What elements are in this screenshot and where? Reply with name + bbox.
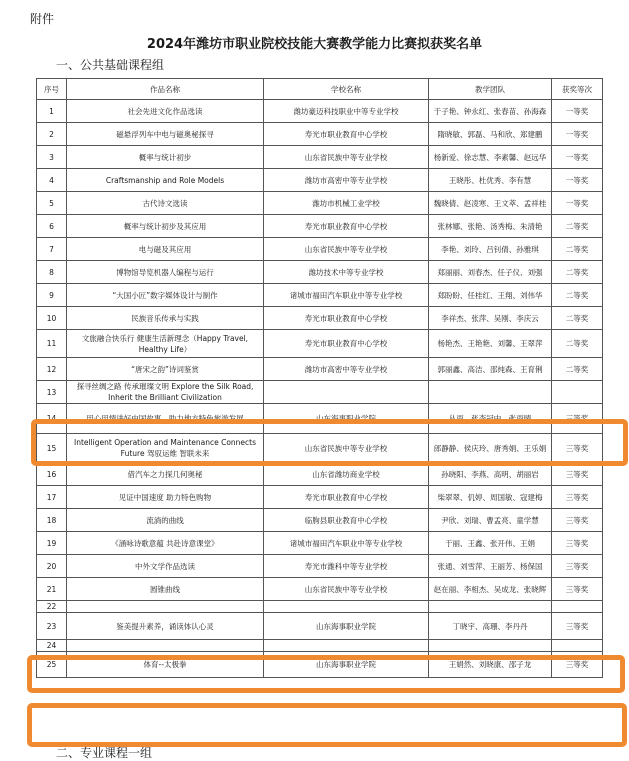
award-table: [36, 78, 603, 678]
table-row: [37, 613, 603, 640]
header-team: 教学团队: [429, 79, 552, 100]
cell-award: 三等奖: [552, 486, 603, 509]
cell-school: 山东省民族中等专业学校: [264, 434, 429, 463]
cell-no: 1: [37, 100, 67, 123]
header-school: 学校名称: [264, 79, 429, 100]
cell-team: 郑丽丽、刘春杰、任子仪、刘强: [429, 261, 552, 284]
cell-no: 21: [37, 578, 67, 601]
cell-no: 24: [37, 640, 67, 652]
cell-work: 电与磁及其应用: [67, 238, 264, 261]
cell-no: 3: [37, 146, 67, 169]
table-row: [37, 307, 603, 330]
cell-work: Craftsmanship and Role Models: [67, 169, 264, 192]
cell-team: 杨艳杰、王艳艳、刘馨、王翠萍: [429, 330, 552, 358]
table-row: [37, 215, 603, 238]
cell-no: 18: [37, 509, 67, 532]
cell-team: 丛雨、张李冠中、张雨晴: [429, 404, 552, 434]
cell-school: 潍坊市高密中等专业学校: [264, 358, 429, 381]
cell-school: 寿光市职业教育中心学校: [264, 123, 429, 146]
cell-no: 2: [37, 123, 67, 146]
cell-award: [552, 601, 603, 613]
cell-team: 孙晓阳、李燕、高明、胡丽岩: [429, 463, 552, 486]
cell-no: 11: [37, 330, 67, 358]
header-no: 序号: [37, 79, 67, 100]
cell-no: 22: [37, 601, 67, 613]
cell-school: 寿光市职业教育中心学校: [264, 307, 429, 330]
cell-no: 12: [37, 358, 67, 381]
cell-no: 10: [37, 307, 67, 330]
cell-no: 19: [37, 532, 67, 555]
table-row: [37, 640, 603, 652]
cell-school: 潍坊市高密中等专业学校: [264, 169, 429, 192]
cell-award: 二等奖: [552, 307, 603, 330]
table-row: [37, 463, 603, 486]
cell-team: 张林娜、张艳、汤秀梅、朱清艳: [429, 215, 552, 238]
cell-school: 诸城市福田汽车职业中等专业学校: [264, 532, 429, 555]
cell-work: [67, 640, 264, 652]
table-row: [37, 601, 603, 613]
table-row: [37, 486, 603, 509]
document-title: 2024年潍坊市职业院校技能大赛教学能力比赛拟获奖名单: [146, 37, 483, 52]
table-row: [37, 238, 603, 261]
table-row: [37, 100, 603, 123]
cell-work: Intelligent Operation and Maintenance Connects Future 驾驭运维 智联未来: [67, 434, 264, 463]
table-row: [37, 330, 603, 358]
cell-school: 潍坊豪迈科技职业中等专业学校: [264, 100, 429, 123]
table-header-row: [37, 79, 603, 100]
cell-work: 探寻丝绸之路 传承璀璨文明 Explore the Silk Road, Inherit the Brilliant Civilization: [67, 381, 264, 404]
cell-school: 山东海事职业学院: [264, 652, 429, 678]
cell-school: [264, 381, 429, 404]
cell-work: 用心用情讲好中国故事，助力地方特色旅游发展: [67, 404, 264, 434]
section-heading-professional: 二、专业课程一组: [56, 746, 153, 760]
cell-school: 寿光市职业教育中心学校: [264, 215, 429, 238]
cell-no: 9: [37, 284, 67, 307]
cell-team: [429, 601, 552, 613]
cell-award: 二等奖: [552, 330, 603, 358]
cell-work: 概率与统计初步: [67, 146, 264, 169]
table-body: [37, 100, 603, 678]
cell-team: 于子艳、钟永红、张春苗、孙海森: [429, 100, 552, 123]
cell-school: 山东海事职业学院: [264, 613, 429, 640]
cell-school: 诸城市福田汽车职业中等专业学校: [264, 284, 429, 307]
cell-no: 13: [37, 381, 67, 404]
cell-no: 25: [37, 652, 67, 678]
cell-award: 二等奖: [552, 261, 603, 284]
table-row: [37, 509, 603, 532]
section-heading-public: 一、公共基础课程组: [56, 58, 165, 72]
cell-no: 20: [37, 555, 67, 578]
cell-award: 三等奖: [552, 532, 603, 555]
cell-work: 博物馆导览机器人编程与运行: [67, 261, 264, 284]
cell-work: 鉴美提升素养，诵读体认心灵: [67, 613, 264, 640]
cell-work: 圆锥曲线: [67, 578, 264, 601]
cell-school: 潍坊市机械工业学校: [264, 192, 429, 215]
cell-award: 三等奖: [552, 509, 603, 532]
cell-team: 郎静静、侯庆玲、唐秀娟、王乐娟: [429, 434, 552, 463]
cell-award: 一等奖: [552, 169, 603, 192]
header-work: 作品名称: [67, 79, 264, 100]
table-row: [37, 261, 603, 284]
cell-school: 潍坊技术中等专业学校: [264, 261, 429, 284]
cell-no: 6: [37, 215, 67, 238]
cell-team: 王晓彤、杜优秀、李有慧: [429, 169, 552, 192]
cell-team: 柴翠翠、仉婷、周国敏、寇建梅: [429, 486, 552, 509]
cell-work: 见证中国速度 助力特色购物: [67, 486, 264, 509]
cell-team: 王娟然、刘晓康、邵子龙: [429, 652, 552, 678]
attachment-label: 附件: [30, 12, 55, 26]
cell-school: 临朐县职业教育中心学校: [264, 509, 429, 532]
cell-school: 山东省民族中等专业学校: [264, 146, 429, 169]
cell-team: 赵在丽、李相杰、吴成龙、张晓辉: [429, 578, 552, 601]
table-row: [37, 404, 603, 434]
cell-award: 三等奖: [552, 463, 603, 486]
cell-team: 张通、刘雪萍、王丽芳、杨保国: [429, 555, 552, 578]
cell-award: 三等奖: [552, 555, 603, 578]
cell-work: 中外文学作品选读: [67, 555, 264, 578]
cell-team: 郭丽鑫、高洁、邵纯森、王育俐: [429, 358, 552, 381]
header-award: 获奖等次: [552, 79, 603, 100]
cell-work: 磁悬浮列车中电与磁奥秘探寻: [67, 123, 264, 146]
cell-award: 三等奖: [552, 404, 603, 434]
cell-award: 二等奖: [552, 358, 603, 381]
cell-team: 丁晓宇、高珊、李丹丹: [429, 613, 552, 640]
highlight-box-row-25: [27, 703, 627, 747]
cell-school: [264, 601, 429, 613]
cell-no: 16: [37, 463, 67, 486]
cell-team: 魏晓倩、赵凌寒、王文萃、孟祥桂: [429, 192, 552, 215]
cell-award: 一等奖: [552, 192, 603, 215]
cell-school: 山东省民族中等专业学校: [264, 578, 429, 601]
cell-no: 17: [37, 486, 67, 509]
cell-award: [552, 640, 603, 652]
table-row: [37, 555, 603, 578]
table-row: [37, 532, 603, 555]
table-row: [37, 381, 603, 404]
table-row: [37, 284, 603, 307]
cell-team: 李祥杰、张萍、吴刚、李庆云: [429, 307, 552, 330]
cell-team: 隋晓敏、郭磊、马和欣、郑建鹏: [429, 123, 552, 146]
cell-school: 山东海事职业学院: [264, 404, 429, 434]
cell-award: 一等奖: [552, 123, 603, 146]
cell-school: 寿光市职业教育中心学校: [264, 330, 429, 358]
cell-team: [429, 640, 552, 652]
cell-award: 二等奖: [552, 238, 603, 261]
cell-team: 尹欣、刘瑞、曹孟亮、童学慧: [429, 509, 552, 532]
cell-no: 14: [37, 404, 67, 434]
cell-work: “唐宋之韵”诗词鉴赏: [67, 358, 264, 381]
cell-award: 二等奖: [552, 215, 603, 238]
cell-no: 8: [37, 261, 67, 284]
cell-work: 文旅融合快乐行 健康生活新理念（Happy Travel, Healthy Life）: [67, 330, 264, 358]
cell-award: 三等奖: [552, 613, 603, 640]
cell-school: 寿光市职业教育中心学校: [264, 486, 429, 509]
cell-team: 李艳、刘玲、吕钊倩、孙雅琪: [429, 238, 552, 261]
cell-work: [67, 601, 264, 613]
table-row: [37, 578, 603, 601]
cell-team: [429, 381, 552, 404]
cell-school: 山东省潍坊商业学校: [264, 463, 429, 486]
cell-award: 一等奖: [552, 146, 603, 169]
cell-award: 三等奖: [552, 434, 603, 463]
cell-school: 山东省民族中等专业学校: [264, 238, 429, 261]
cell-no: 23: [37, 613, 67, 640]
cell-no: 5: [37, 192, 67, 215]
cell-team: 杨新爱、徐志慧、李素馨、赵远华: [429, 146, 552, 169]
cell-work: 概率与统计初步及其应用: [67, 215, 264, 238]
cell-work: 社会先进文化作品选读: [67, 100, 264, 123]
cell-work: 民族音乐传承与实践: [67, 307, 264, 330]
cell-work: 《涵咏诗歌意蕴 共赴诗意课堂》: [67, 532, 264, 555]
cell-work: 借汽车之力探几何奥秘: [67, 463, 264, 486]
table-row: [37, 123, 603, 146]
cell-team: 郑盼盼、任桂红、王翔、刘伟华: [429, 284, 552, 307]
cell-work: 古代诗文选读: [67, 192, 264, 215]
table-row: [37, 146, 603, 169]
table-row: [37, 434, 603, 463]
cell-award: [552, 381, 603, 404]
cell-school: 寿光市潍科中等专业学校: [264, 555, 429, 578]
table-row: [37, 169, 603, 192]
cell-award: 二等奖: [552, 284, 603, 307]
cell-no: 7: [37, 238, 67, 261]
table-row: [37, 358, 603, 381]
cell-no: 15: [37, 434, 67, 463]
table-row: [37, 192, 603, 215]
cell-work: 体育--太极拳: [67, 652, 264, 678]
cell-work: 流淌的曲线: [67, 509, 264, 532]
cell-no: 4: [37, 169, 67, 192]
cell-team: 于丽、王鑫、张开伟、王娟: [429, 532, 552, 555]
cell-award: 三等奖: [552, 578, 603, 601]
table-row: [37, 652, 603, 678]
cell-work: “大国小匠”数字媒体设计与制作: [67, 284, 264, 307]
cell-award: 三等奖: [552, 652, 603, 678]
cell-award: 一等奖: [552, 100, 603, 123]
cell-school: [264, 640, 429, 652]
